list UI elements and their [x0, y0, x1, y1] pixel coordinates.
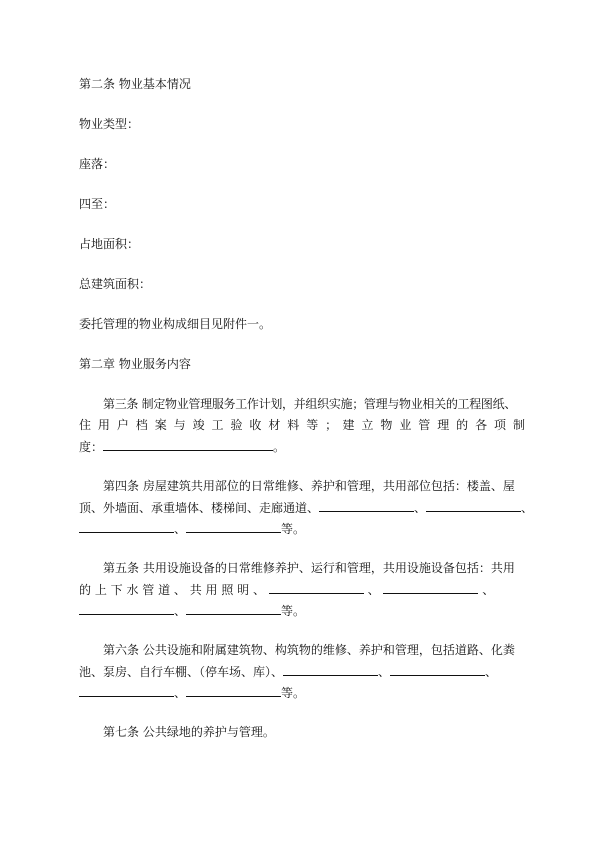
article-6-blank-4[interactable] [186, 685, 281, 697]
article-7-heading: 第七条 公共绿地的养护与管理。 [103, 725, 275, 739]
article-5-line-3 [79, 603, 525, 619]
article-5-end: 等。 [281, 604, 306, 618]
article-4-line-3 [79, 521, 525, 537]
article-5-blank-1[interactable] [269, 582, 364, 594]
article-4-line-1: 第四条 房屋建筑共用部位的日常维修、养护和管理，共用部位包括：楼盖、屋 [103, 479, 515, 493]
article-4-blank-1[interactable] [319, 500, 414, 512]
article-3-line-1: 第三条 制定物业管理服务工作计划，并组织实施；管理与物业相关的工程图纸、 [103, 397, 517, 411]
article-3-line-3-suffix: 。 [273, 440, 286, 454]
article-3-line-3 [79, 439, 525, 455]
article-6-line-2-prefix: 池、泵房、自行车棚、（停车场、库）、 [79, 665, 284, 679]
property-type-field: 物业类型： [79, 117, 140, 131]
article-4-blank-4[interactable] [186, 521, 281, 533]
article-4-line-2-prefix: 顶、外墙面、承重墙体、楼梯间、走廊通道、 [79, 501, 320, 515]
article-2-heading: 第二条 物业基本情况 [79, 77, 191, 91]
article-6-line-3 [79, 685, 525, 701]
article-3-line-3-prefix: 度： [79, 440, 104, 454]
article-4-blank-3[interactable] [79, 521, 174, 533]
land-area-field: 占地面积： [79, 237, 140, 251]
article-5-blank-4[interactable] [186, 603, 281, 615]
article-5-blank-3[interactable] [79, 603, 174, 615]
location-field: 座落： [79, 157, 116, 171]
article-6-end: 等。 [281, 686, 306, 700]
article-6-sep-2: 、 [485, 665, 498, 679]
article-6-blank-1[interactable] [283, 664, 378, 676]
article-3-line-2: 住 用 户 档 案 与 竣 工 验 收 材 料 等 ； 建 立 物 业 管 理 的 各 项 制 [79, 418, 525, 432]
article-5-line-1: 第五条 共用设施设备的日常维修养护、运行和管理，共用设施设备包括：共用 [103, 561, 515, 575]
article-6-blank-2[interactable] [390, 664, 485, 676]
attachment-note: 委托管理的物业构成细目见附件一。 [79, 317, 272, 331]
article-4-end: 等。 [281, 522, 306, 536]
article-6-line-2 [79, 664, 525, 680]
article-5-sep-2: 、 [482, 583, 495, 597]
article-6-sep-1: 、 [378, 665, 391, 679]
article-6-blank-3[interactable] [79, 685, 174, 697]
article-5-sep-1: 、 [367, 583, 380, 597]
article-4-sep-1: 、 [414, 501, 427, 515]
article-4-line-2 [79, 500, 534, 516]
article-6-sep-3: 、 [174, 686, 187, 700]
article-5-line-2-prefix: 的 上 下 水 管 道 、 共 用 照 明 、 [79, 583, 265, 597]
total-floor-area-field: 总建筑面积： [79, 277, 152, 291]
article-4-sep-3: 、 [174, 522, 187, 536]
article-5-blank-2[interactable] [383, 582, 478, 594]
article-3-blank[interactable] [103, 439, 273, 451]
article-4-sep-2: 、 [521, 501, 534, 515]
article-5-sep-3: 、 [174, 604, 187, 618]
article-5-line-2 [79, 582, 525, 598]
article-4-blank-2[interactable] [426, 500, 521, 512]
boundaries-field: 四至： [79, 197, 116, 211]
chapter-2-heading: 第二章 物业服务内容 [79, 357, 191, 371]
article-6-line-1: 第六条 公共设施和附属建筑物、构筑物的维修、养护和管理，包括道路、化粪 [103, 643, 515, 657]
